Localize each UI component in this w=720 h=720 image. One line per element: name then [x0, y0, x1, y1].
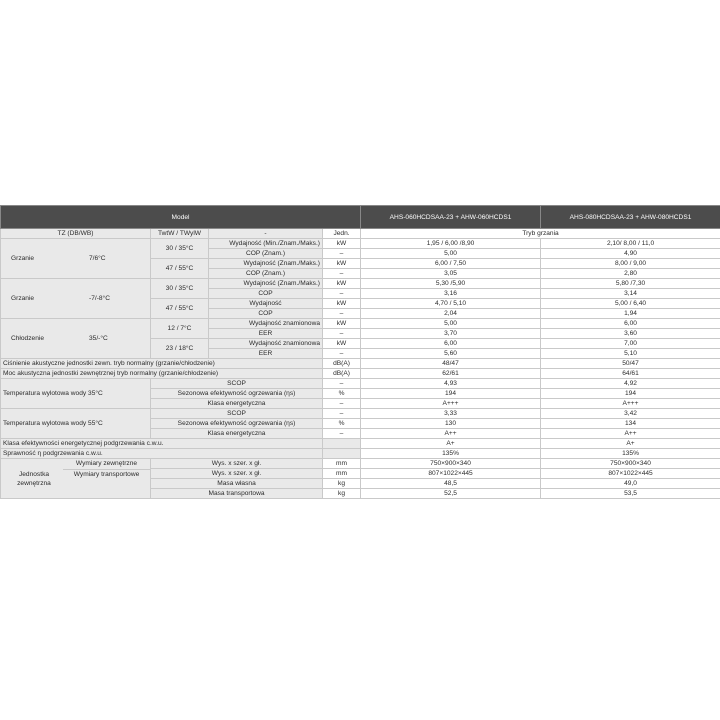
unit-cell: kg [323, 489, 361, 499]
specification-table [0, 205, 720, 499]
value-model-1: 52,5 [361, 489, 541, 499]
section-label: Jednostka zewnętrzna [17, 470, 51, 487]
unit-cell: – [323, 269, 361, 279]
unit-cell: kW [323, 239, 361, 249]
value-model-2: 64/61 [541, 369, 720, 379]
section-label: Grzanie [11, 254, 35, 262]
unit-cell: % [323, 389, 361, 399]
value-model-1: 5,00 [361, 249, 541, 259]
value-model-1: 2,04 [361, 309, 541, 319]
value-model-2: 4,90 [541, 249, 720, 259]
value-model-2: 3,14 [541, 289, 720, 299]
unit-cell: mm [323, 469, 361, 479]
section-temp: 7/6°C [89, 254, 106, 262]
value-model-1: 5,00 [361, 319, 541, 329]
value-model-2: 8,00 / 9,00 [541, 259, 720, 269]
unit-cell [323, 449, 361, 459]
value-model-1: 5,60 [361, 349, 541, 359]
value-model-1: 6,00 / 7,50 [361, 259, 541, 269]
section-water-55: Temperatura wylotowa wody 55°C [1, 409, 151, 439]
param-label: Sezonowa efektywność ogrzewania (ηs) [151, 419, 323, 429]
param-label: EER [209, 329, 323, 339]
unit-cell: kW [323, 299, 361, 309]
value-model-2: 50/47 [541, 359, 720, 369]
value-model-1: 750×900×340 [361, 459, 541, 469]
unit-cell: kW [323, 279, 361, 289]
value-model-1: 4,70 / 5,10 [361, 299, 541, 309]
tw-value: 23 / 18°C [151, 339, 209, 359]
section-heating-7 [1, 239, 151, 279]
unit-cell: – [323, 429, 361, 439]
param-label: Wydajność znamionowa [209, 339, 323, 349]
param-label: Wydajność [209, 299, 323, 309]
section-label: Chłodzenie [11, 334, 44, 342]
param-label: SCOP [151, 409, 323, 419]
tw-value: 30 / 35°C [151, 239, 209, 259]
value-model-2: 807×1022×445 [541, 469, 720, 479]
value-model-2: 194 [541, 389, 720, 399]
unit-cell: – [323, 329, 361, 339]
value-model-2: A++ [541, 429, 720, 439]
unit-cell: – [323, 349, 361, 359]
value-model-1: 130 [361, 419, 541, 429]
value-model-2: 135% [541, 449, 720, 459]
value-model-1: 48,5 [361, 479, 541, 489]
value-model-1: 3,05 [361, 269, 541, 279]
table-row [1, 459, 720, 469]
section-heating-minus7 [1, 279, 151, 319]
value-model-1: 807×1022×445 [361, 469, 541, 479]
value-model-1: 5,30 /5,90 [361, 279, 541, 289]
value-model-1: A+ [361, 439, 541, 449]
value-model-1: 3,33 [361, 409, 541, 419]
value-model-1: 194 [361, 389, 541, 399]
unit-cell [323, 439, 361, 449]
param-label: COP (Znam.) [209, 249, 323, 259]
unit-cell: kW [323, 319, 361, 329]
param-label: Sezonowa efektywność ogrzewania (ηs) [151, 389, 323, 399]
mode-label: Tryb grzania [361, 229, 720, 239]
value-model-1: 48/47 [361, 359, 541, 369]
table-row [1, 369, 720, 379]
value-model-2: 134 [541, 419, 720, 429]
param-label: SCOP [151, 379, 323, 389]
value-model-1: 3,16 [361, 289, 541, 299]
param-label: Klasa energetyczna [151, 399, 323, 409]
unit-cell: % [323, 419, 361, 429]
row-label: Klasa efektywności energetycznej podgrzewania c.w.u. [1, 439, 323, 449]
table-row [1, 279, 720, 289]
value-model-2: 49,0 [541, 479, 720, 489]
table-row [1, 449, 720, 459]
param-label: Wys. x szer. x gł. [151, 469, 323, 479]
row-label: Moc akustyczna jednostki zewnętrznej tryb normalny (grzanie/chłodzenie) [1, 369, 323, 379]
tw-value: 47 / 55°C [151, 299, 209, 319]
sub-label: Wymiary zewnętrzne [63, 459, 150, 470]
value-model-2: 4,92 [541, 379, 720, 389]
section-outdoor-unit [1, 459, 151, 499]
unit-cell: mm [323, 459, 361, 469]
sub-label: Wymiary transportowe [73, 471, 140, 478]
unit-cell: kg [323, 479, 361, 489]
section-temp: -7/-8°C [89, 294, 110, 302]
tz-label: TZ (DB/WB) [1, 229, 151, 239]
param-label: COP [209, 309, 323, 319]
section-temp: 35/-°C [89, 334, 108, 342]
param-label: Masa transportowa [151, 489, 323, 499]
model-2-header: AHS-080HCDSAA-23 + AHW-080HCDS1 [541, 206, 720, 229]
param-label: EER [209, 349, 323, 359]
value-model-2: 5,80 /7,30 [541, 279, 720, 289]
table-row [1, 359, 720, 369]
table-row [1, 239, 720, 249]
section-cooling [1, 319, 151, 359]
value-model-2: 5,10 [541, 349, 720, 359]
value-model-1: 3,70 [361, 329, 541, 339]
table-row [1, 319, 720, 329]
unit-label: Jedn. [323, 229, 361, 239]
section-water-35: Temperatura wylotowa wody 35°C [1, 379, 151, 409]
unit-cell: – [323, 409, 361, 419]
twtw-label: TwtW / TWylW [151, 229, 209, 239]
param-label: COP (Znam.) [209, 269, 323, 279]
value-model-2: 53,5 [541, 489, 720, 499]
value-model-2: 6,00 [541, 319, 720, 329]
value-model-2: 2,10/ 8,00 / 11,0 [541, 239, 720, 249]
unit-cell: – [323, 289, 361, 299]
row-label: Sprawność η podgrzewania c.w.u. [1, 449, 323, 459]
unit-cell: dB(A) [323, 369, 361, 379]
tw-value: 47 / 55°C [151, 259, 209, 279]
unit-cell: – [323, 379, 361, 389]
header-row [1, 206, 720, 229]
model-1-header: AHS-060HCDSAA-23 + AHW-060HCDS1 [361, 206, 541, 229]
param-label: Wydajność (Min./Znam./Maks.) [209, 239, 323, 249]
param-label: Klasa energetyczna [151, 429, 323, 439]
tw-value: 12 / 7°C [151, 319, 209, 339]
unit-cell: dB(A) [323, 359, 361, 369]
unit-cell: kW [323, 339, 361, 349]
value-model-2: 3,60 [541, 329, 720, 339]
tw-value: 30 / 35°C [151, 279, 209, 299]
param-dash: - [209, 229, 323, 239]
value-model-2: 1,94 [541, 309, 720, 319]
value-model-2: 7,00 [541, 339, 720, 349]
unit-cell: – [323, 309, 361, 319]
row-label: Ciśnienie akustyczne jednostki zewn. tryb normalny (grzanie/chłodzenie) [1, 359, 323, 369]
table-row [1, 379, 720, 389]
model-header: Model [1, 206, 361, 229]
value-model-2: A+++ [541, 399, 720, 409]
value-model-2: 3,42 [541, 409, 720, 419]
table-row [1, 439, 720, 449]
param-label: Wydajność (Znam./Maks.) [209, 259, 323, 269]
value-model-1: 6,00 [361, 339, 541, 349]
value-model-2: A+ [541, 439, 720, 449]
value-model-1: 4,93 [361, 379, 541, 389]
param-label: Wys. x szer. x gł. [151, 459, 323, 469]
value-model-1: 135% [361, 449, 541, 459]
unit-cell: – [323, 249, 361, 259]
value-model-1: A+++ [361, 399, 541, 409]
value-model-2: 2,80 [541, 269, 720, 279]
param-label: Masa własna [151, 479, 323, 489]
value-model-2: 750×900×340 [541, 459, 720, 469]
value-model-1: A++ [361, 429, 541, 439]
table-row [1, 409, 720, 419]
subheader-row [1, 229, 720, 239]
value-model-1: 62/61 [361, 369, 541, 379]
param-label: COP [209, 289, 323, 299]
unit-cell: – [323, 399, 361, 409]
section-label: Grzanie [11, 294, 35, 302]
param-label: Wydajność (Znam./Maks.) [209, 279, 323, 289]
value-model-1: 1,95 / 6,00 /8,90 [361, 239, 541, 249]
param-label: Wydajność znamionowa [209, 319, 323, 329]
value-model-2: 5,00 / 6,40 [541, 299, 720, 309]
unit-cell: kW [323, 259, 361, 269]
